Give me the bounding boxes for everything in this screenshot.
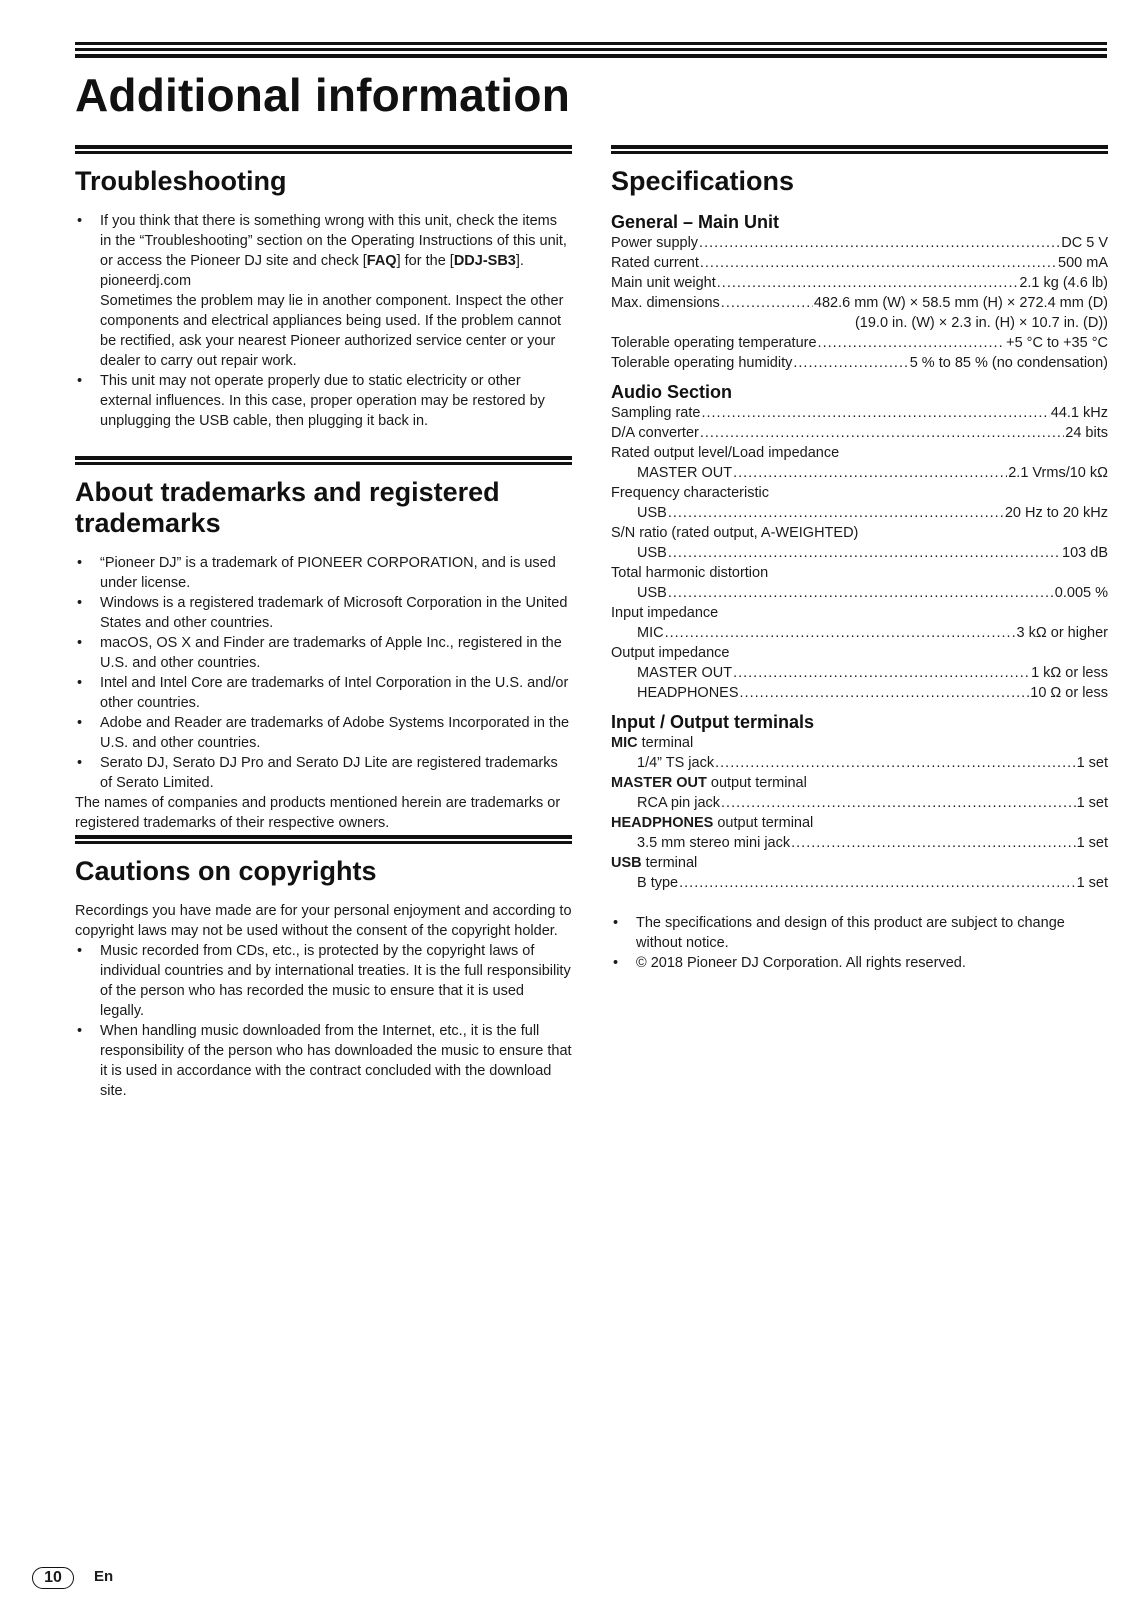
spec-label: USB [637,505,667,521]
spec-row [611,663,1108,683]
spec-label: HEADPHONES [637,685,739,701]
terminal-label: MASTER OUT [611,775,707,791]
spec-row [611,503,1108,523]
trademarks-list [75,553,572,793]
spec-label: B type [637,875,679,891]
spec-label: MASTER OUT [637,465,733,481]
trademarks-heading [75,477,572,539]
spec-value: 2.1 Vrms/10 kΩ [1008,465,1108,481]
trademarks-footer: The names of companies and products mentioned herein are trademarks or registered trademarks of their respective owners. [75,795,561,831]
list-item: • macOS, OS X and Finder are trademarks of Apple Inc., registered in the U.S. and other countries. [75,633,572,673]
spec-value: 1 set [1076,875,1108,891]
spec-value: 500 mA [1058,255,1108,271]
spec-value: 0.005 % [1054,585,1108,601]
spec-label: Main unit weight [611,275,716,291]
list-item: • © 2018 Pioneer DJ Corporation. All rights reserved. [611,953,1108,973]
spec-value: 1 set [1076,835,1108,851]
faq-label: FAQ [366,253,397,269]
top-rule [75,42,1107,57]
spec-value: 1 set [1076,795,1108,811]
spec-label: MASTER OUT [637,665,733,681]
spec-row [611,793,1108,813]
troubleshooting-list [75,211,572,431]
spec-label: 1/4” TS jack [637,755,715,771]
page-number: 10 [32,1567,74,1589]
spec-subheading: Output impedance [611,645,730,661]
spec-value: 3 kΩ or higher [1016,625,1108,641]
list-item: • Adobe and Reader are trademarks of Adobe Systems Incorporated in the U.S. and other countries. [75,713,572,753]
spec-row [611,623,1108,643]
spec-label: RCA pin jack [637,795,721,811]
spec-label: Power supply [611,235,699,251]
spec-value: 1 kΩ or less [1031,665,1108,681]
section-rule [611,145,1108,154]
spec-subheading: Frequency characteristic [611,485,769,501]
spec-value: 1 set [1076,755,1108,771]
specifications-section [611,145,1108,973]
spec-subheading: Total harmonic distortion [611,565,769,581]
general-spec-group [611,211,1108,373]
spec-subheading: Rated output level/Load impedance [611,445,840,461]
spec-value: 10 Ω or less [1030,685,1108,701]
spec-row [611,543,1108,563]
spec-row [611,293,1108,313]
terminal-name [611,733,1108,753]
audio-spec-group [611,381,1108,703]
spec-row [611,873,1108,893]
audio-heading: Audio Section [611,382,732,402]
list-item: • This unit may not operate properly due to static electricity or other external influences. In this case, proper operation may be restored by unplugging the USB cable, then plugging it back in. [75,371,572,431]
copyrights-heading: Cautions on copyrights [75,856,377,886]
item-text: If you think that there is something wrong with this unit, check the items in the “Troubleshooting” section on the Operating Instructions of this unit, or access the Pioneer DJ site and check [ [100,213,567,269]
language-label: En [94,1568,114,1585]
model-name: DDJ-SB3 [453,253,516,269]
general-heading: General – Main Unit [611,212,780,232]
spec-label: Max. dimensions [611,295,720,311]
spec-label: Sampling rate [611,405,701,421]
website-link[interactable]: pioneerdj.com [100,273,192,289]
terminal-name [611,853,1108,873]
terminal-name [611,813,1108,833]
list-item: • Intel and Intel Core are trademarks of Intel Corporation in the U.S. and/or other countries. [75,673,572,713]
terminal-suffix: output terminal [713,815,814,831]
list-item: • Music recorded from CDs, etc., is protected by the copyright laws of individual countries and by international treaties. It is the full responsibility of the person who has recorded the music to ensure that it is used legally. [75,941,572,1021]
spec-row [611,463,1108,483]
spec-label: D/A converter [611,425,699,441]
section-rule [75,835,572,844]
list-item: • Windows is a registered trademark of Microsoft Corporation in the United States and other countries. [75,593,572,633]
spec-row [611,253,1108,273]
specifications-heading: Specifications [611,166,795,196]
trademarks-section [75,456,572,833]
section-rule [75,456,572,465]
spec-row [611,583,1108,603]
io-spec-group [611,711,1108,893]
spec-value-continued: (19.0 in. (W) × 2.3 in. (H) × 10.7 in. (D)) [854,315,1108,331]
spec-value: 20 Hz to 20 kHz [1004,505,1108,521]
troubleshooting-heading: Troubleshooting [75,166,287,196]
spec-value: 482.6 mm (W) × 58.5 mm (H) × 272.4 mm (D) [813,295,1108,311]
item-text: ] for the [ [396,253,454,269]
heading-line: About trademarks and registered [75,477,500,507]
spec-label: Tolerable operating humidity [611,355,793,371]
section-rule [75,145,572,154]
spec-row [611,833,1108,853]
spec-value: 2.1 kg (4.6 lb) [1019,275,1108,291]
page-title: Additional information [75,69,571,121]
spec-label: USB [637,545,667,561]
spec-label: Rated current [611,255,699,271]
spec-row [611,273,1108,293]
spec-row [611,333,1108,353]
terminal-label: USB [611,855,642,871]
spec-row [611,423,1108,443]
spec-row [611,683,1108,703]
terminal-suffix: terminal [641,855,698,871]
spec-row [611,753,1108,773]
spec-row [611,353,1108,373]
list-item: • The specifications and design of this product are subject to change without notice. [611,913,1108,953]
spec-notes-list [611,913,1108,973]
list-item [75,211,572,371]
spec-label: MIC [637,625,664,641]
copyrights-section [75,835,572,1101]
item-text: ]. [515,253,524,269]
copyrights-intro: Recordings you have made are for your personal enjoyment and according to copyright laws may not be used without the consent of the copyright holder. [75,903,572,939]
terminal-suffix: terminal [637,735,694,751]
terminal-label: HEADPHONES [611,815,714,831]
spec-value: 24 bits [1065,425,1108,441]
spec-label: USB [637,585,667,601]
terminal-suffix: output terminal [706,775,807,791]
list-item: • “Pioneer DJ” is a trademark of PIONEER CORPORATION, and is used under license. [75,553,572,593]
terminal-label: MIC [611,735,638,751]
spec-subheading: S/N ratio (rated output, A-WEIGHTED) [611,525,859,541]
terminal-name [611,773,1108,793]
spec-value: +5 °C to +35 °C [1006,335,1108,351]
list-item: • When handling music downloaded from the Internet, etc., it is the full responsibility of the person who has downloaded the music to ensure that it is used in accordance with the contract concluded with the download site. [75,1021,572,1101]
spec-label: Tolerable operating temperature [611,335,817,351]
copyrights-list [75,941,572,1101]
spec-row [611,233,1108,253]
spec-value: 5 % to 85 % (no condensation) [909,355,1108,371]
list-item: • Serato DJ, Serato DJ Pro and Serato DJ Lite are registered trademarks of Serato Limited. [75,753,572,793]
spec-value: DC 5 V [1061,235,1108,251]
spec-value: 103 dB [1062,545,1108,561]
spec-row [611,403,1108,423]
spec-subheading: Input impedance [611,605,719,621]
spec-value: 44.1 kHz [1050,405,1108,421]
heading-line: trademarks [75,508,221,538]
troubleshooting-section [75,145,572,431]
spec-label: 3.5 mm stereo mini jack [637,835,791,851]
item-followup-text: Sometimes the problem may lie in another component. Inspect the other components and electrical appliances being used. If the problem cannot be rectified, ask your nearest Pioneer authorized service center or your dealer to carry out repair work. [100,293,564,369]
io-heading: Input / Output terminals [611,712,814,732]
